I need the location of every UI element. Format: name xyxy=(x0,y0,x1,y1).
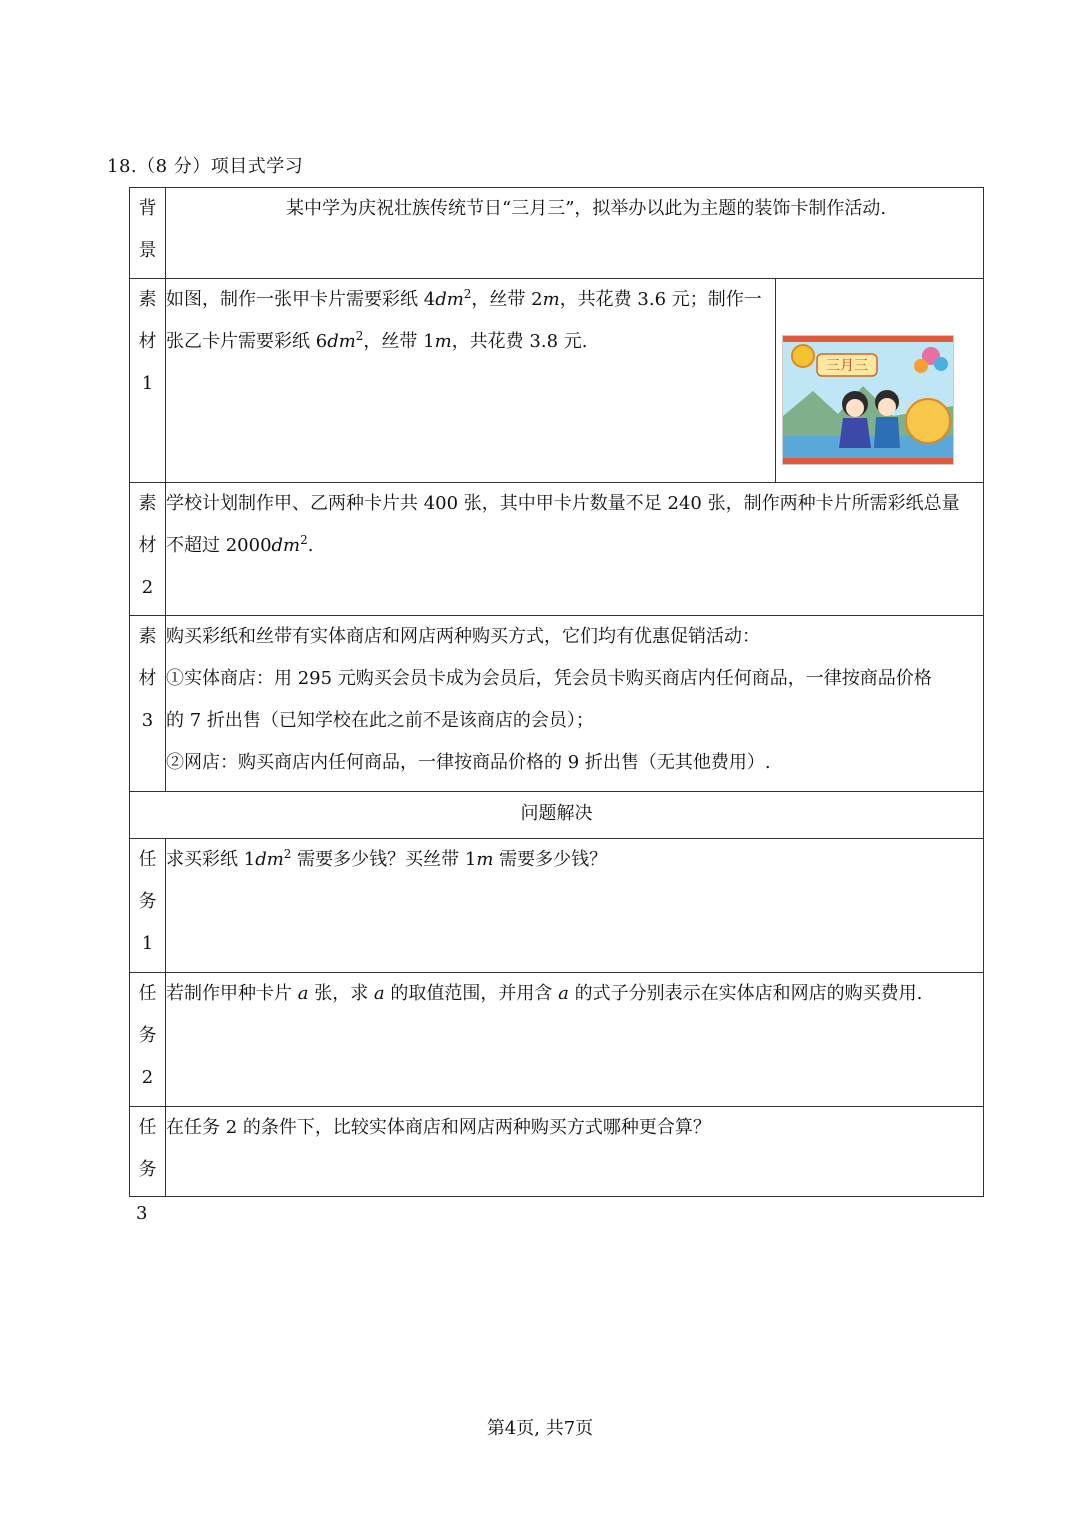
row-task2 xyxy=(130,973,984,1107)
task2-text: 若制作甲种卡片 a 张，求 a 的取值范围，并用含 a 的式子分别表示在实体店和网店的购买费用. xyxy=(166,973,984,1107)
material2-text: 学校计划制作甲、乙两种卡片共 400 张，其中甲卡片数量不足 240 张，制作两种卡片所需彩纸总量 不超过 $2000dm^2$. xyxy=(166,483,984,616)
row-background xyxy=(130,188,984,279)
label-background: 背 景 xyxy=(130,188,166,279)
row-material3 xyxy=(130,616,984,792)
label-task3: 任 务 xyxy=(130,1107,166,1197)
illustration-caption: 三月三 xyxy=(826,358,868,374)
label-material1: 素 材 1 xyxy=(130,279,166,483)
task3-text: 在任务 2 的条件下，比较实体商店和网店两种购买方式哪种更合算？ xyxy=(166,1107,984,1197)
section-title: 问题解决 xyxy=(130,792,984,839)
question-title: 18.（8 分）项目式学习 xyxy=(107,156,304,177)
festival-illustration xyxy=(782,335,954,465)
illustration-cell xyxy=(776,279,984,483)
row-material2 xyxy=(130,483,984,616)
background-text: 某中学为庆祝壮族传统节日“三月三”，拟举办以此为主题的装饰卡制作活动. xyxy=(286,198,887,219)
label-material2: 素 材 2 xyxy=(130,483,166,616)
page-footer: 第4页, 共7页 xyxy=(486,1418,594,1439)
row-material1 xyxy=(130,279,984,483)
task3-label-overflow: 3 xyxy=(136,1203,148,1224)
project-table xyxy=(129,187,984,1197)
label-task1: 任 务 1 xyxy=(130,839,166,973)
row-task3 xyxy=(130,1107,984,1197)
material1-text: 如图，制作一张甲卡片需要彩纸 $4dm^2$，丝带 2m，共花费 3.6 元；制作一 张乙卡片需要彩纸 $6dm^2$，丝带 1m，共花费 3.8 元. xyxy=(166,279,776,483)
label-task2: 任 务 2 xyxy=(130,973,166,1107)
label-material3: 素 材 3 xyxy=(130,616,166,792)
background-text-cell xyxy=(166,188,984,279)
task1-text: 求买彩纸 $1dm^2$ 需要多少钱？买丝带 1m 需要多少钱？ xyxy=(166,839,984,973)
row-task1 xyxy=(130,839,984,973)
material3-text: 购买彩纸和丝带有实体商店和网店两种购买方式，它们均有优惠促销活动： ①实体商店：用 295 元购买会员卡成为会员后，凭会员卡购买商店内任何商品，一律按商品价格 的 7 折出售（已知学校在此之前不是该商店的会员）； ②网店：购买商店内任何商品，一律按商品价格的 9 折出售（无其他费用）. xyxy=(166,616,984,792)
row-section-header xyxy=(130,792,984,839)
